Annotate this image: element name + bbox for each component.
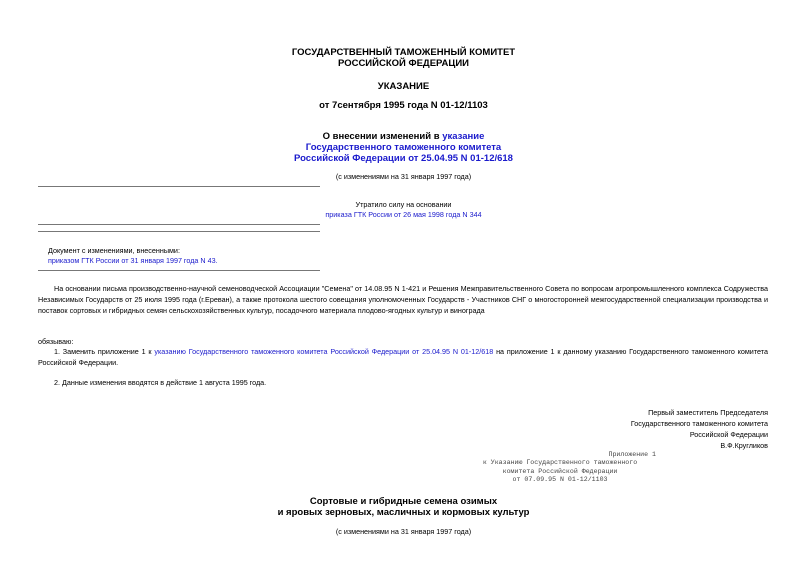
amended-decree-link-line-3[interactable]: Российской Федерации от 25.04.95 N 01-12/618 — [294, 153, 513, 164]
signature-name: В.Ф.Кругликов — [720, 441, 768, 450]
divider — [38, 224, 320, 225]
item-1-paragraph — [38, 346, 768, 368]
status-link-line — [0, 210, 807, 219]
appendix-line-4: от 07.09.95 N 01-12/1103 — [512, 475, 608, 483]
subject-line-3 — [0, 153, 807, 165]
repeal-order-link[interactable]: приказа ГТК России от 26 мая 1998 года N 344 — [325, 210, 482, 219]
changes-order-link[interactable]: приказом ГТК России от 31 января 1997 года N 43. — [48, 256, 218, 265]
changes-link-line — [48, 256, 218, 265]
item-1-prefix: 1. Заменить приложение 1 к — [54, 347, 155, 356]
amended-decree-link-line-2[interactable]: Государственного таможенного комитета — [305, 142, 502, 153]
status-line: Утратило силу на основании — [355, 200, 452, 209]
section-title-line-2: и яровых зерновых, масличных и кормовых культур — [277, 507, 530, 518]
item-1-suffix: на приложение 1 к данному указанию Государственного таможенного комитета Российской Федерации. — [38, 347, 768, 367]
divider — [38, 186, 320, 187]
item-2-paragraph — [38, 377, 768, 388]
section-amended-note: (с изменениями на 31 января 1997 года) — [335, 527, 472, 536]
amended-decree-link[interactable]: указание — [442, 131, 485, 142]
document-type: УКАЗАНИЕ — [377, 81, 430, 92]
item-2-text: 2. Данные изменения вводятся в действие 1 августа 1995 года. — [54, 378, 267, 387]
document-date: от 7сентября 1995 года N 01-12/1103 — [319, 100, 488, 111]
divider — [38, 231, 320, 232]
signature-position: Первый заместитель Председателя — [648, 408, 768, 417]
section-title-line-1: Сортовые и гибридные семена озимых — [309, 496, 498, 507]
obliges-label: обязываю: — [38, 337, 74, 346]
divider — [38, 270, 320, 271]
org-name-line-2: РОССИЙСКОЙ ФЕДЕРАЦИИ — [337, 58, 469, 69]
appendix-number: Приложение 1 — [608, 451, 656, 458]
appendix-line-2: к Указанию Государственного таможенного — [482, 459, 638, 467]
appendix-line-3: комитета Российской Федерации — [502, 467, 618, 475]
appendix-reference — [450, 451, 670, 484]
org-name-line-1: ГОСУДАРСТВЕННЫЙ ТАМОЖЕННЫЙ КОМИТЕТ — [291, 47, 516, 58]
item-1-decree-link[interactable]: указанию Государственного таможенного комитета Российской Федерации от 25.04.95 N 01-12/618 — [154, 347, 494, 356]
amended-note: (с изменениями на 31 января 1997 года) — [335, 172, 472, 181]
basis-paragraph — [38, 283, 768, 316]
signature-organization: Государственного таможенного комитета — [630, 419, 768, 428]
changes-intro: Документ с изменениями, внесенными: — [48, 246, 180, 255]
basis-text: На основании письма производственно-научной семеноводческой Ассоциации "Семена" от 14.08.95 N 1-421 и Решения Межправительственного Совета по вопросам агропромышленного комплекса Содружества Независимых Государств от 25 июля 1995 года (г.Ереван), а также протокола шестого совещания уполномоченных Государств - Участников СНГ о многосторонней межгосударственной специализации производства и поставок сортовых и гибридных семян сельскохозяйственных культур, посадочного материала плодово-ягодных культур и винограда — [38, 284, 768, 315]
signature-country: Российской Федерации — [689, 430, 768, 439]
subject-prefix: О внесении изменений в — [322, 131, 443, 142]
signature-block — [631, 407, 768, 451]
